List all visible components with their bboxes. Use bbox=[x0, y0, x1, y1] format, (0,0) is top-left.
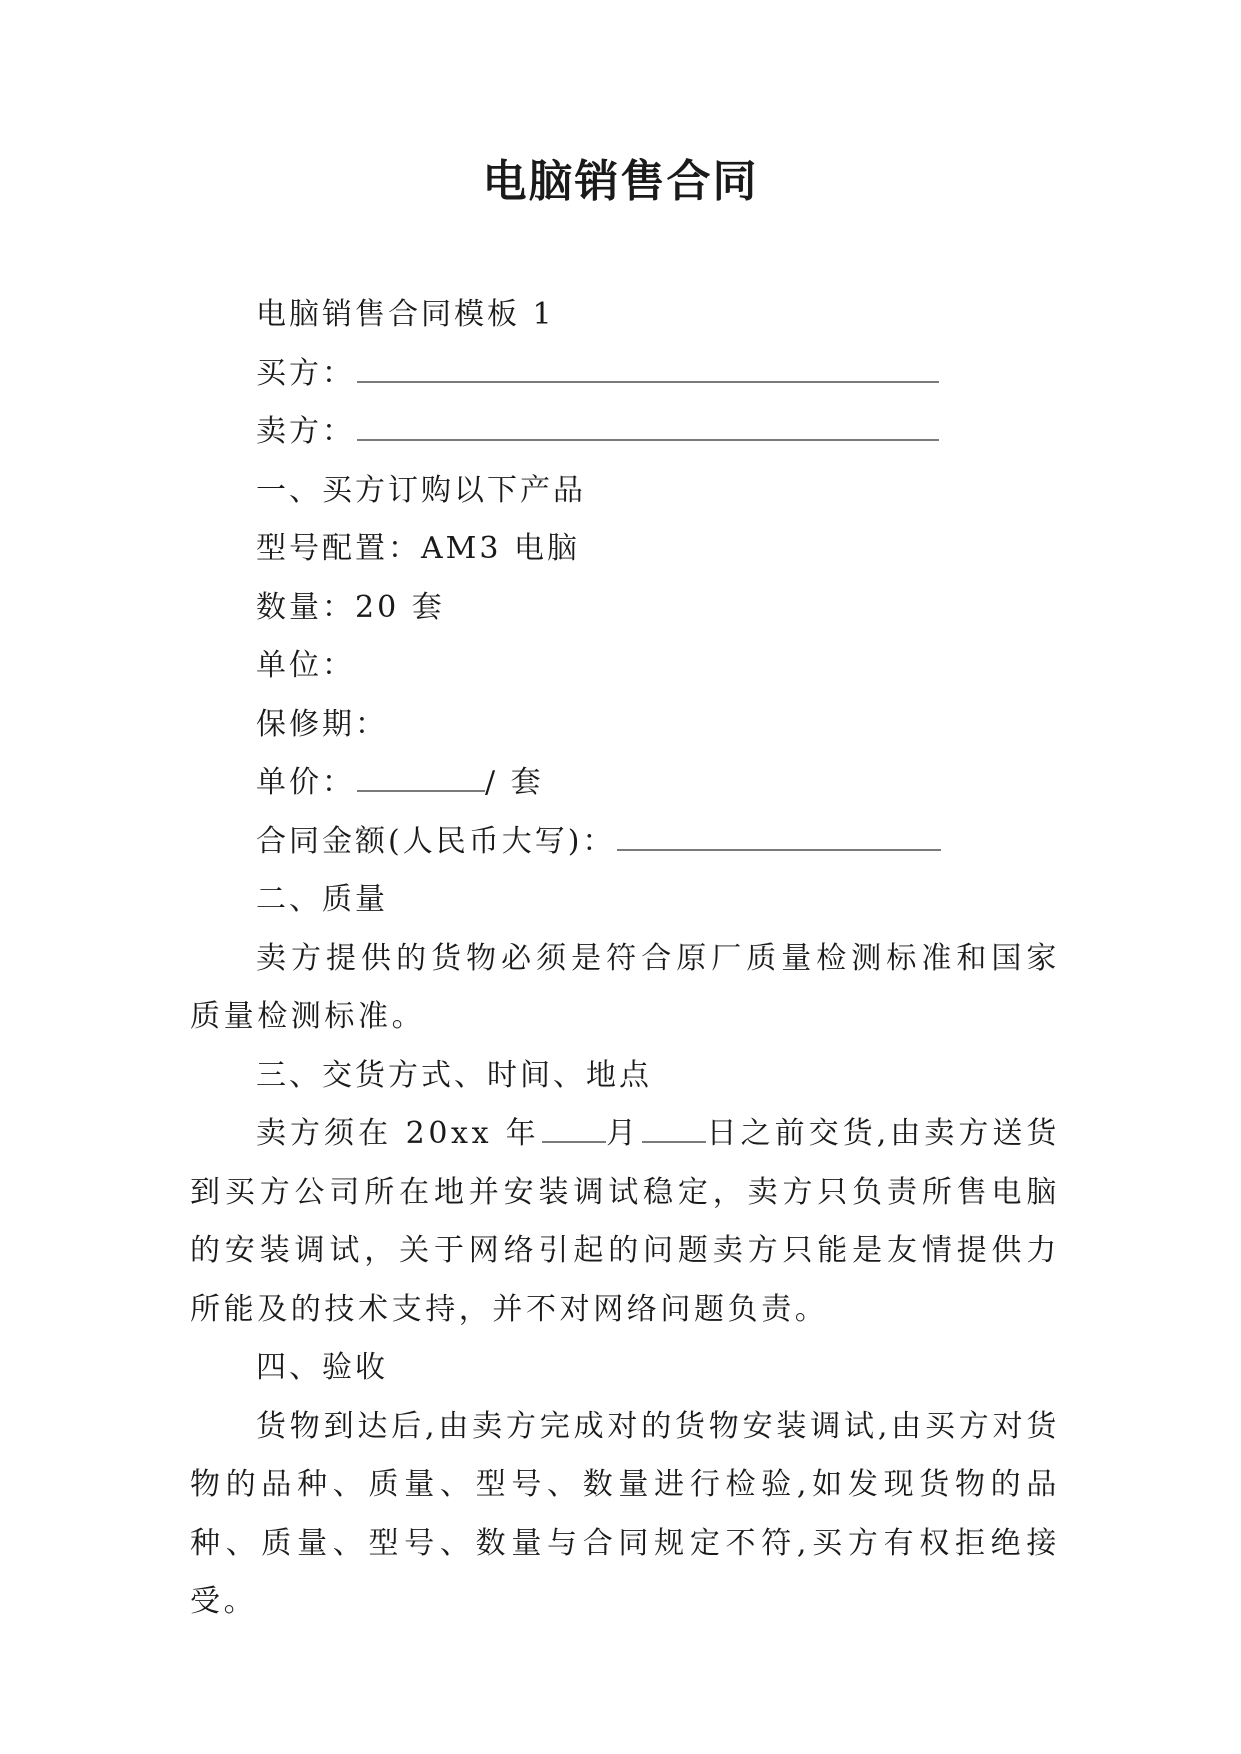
buyer-blank bbox=[357, 355, 939, 383]
unit-price-blank bbox=[357, 764, 485, 792]
unit-price-line bbox=[190, 754, 1060, 813]
section3-heading: 三、交货方式、时间、地点 bbox=[256, 1057, 652, 1093]
template-subtitle: 电脑销售合同模板 1 bbox=[256, 297, 555, 332]
delivery-month-blank bbox=[542, 1115, 606, 1143]
seller-blank bbox=[357, 413, 939, 441]
delivery-day-blank bbox=[642, 1115, 706, 1143]
buyer-line bbox=[190, 345, 1060, 404]
document-title: 电脑销售合同 bbox=[482, 156, 759, 207]
model-line: 型号配置：AM3 电脑 bbox=[256, 531, 581, 566]
unit-line: 单位： bbox=[256, 648, 355, 683]
document-body bbox=[190, 286, 1060, 1632]
section1-heading: 一、买方订购以下产品 bbox=[256, 472, 586, 508]
section3-month: 月 bbox=[605, 1116, 641, 1151]
unit-price-label: 单价： bbox=[256, 765, 355, 800]
section3-body bbox=[190, 1105, 1060, 1339]
section4-heading: 四、验收 bbox=[256, 1350, 388, 1385]
unit-price-suffix: / 套 bbox=[485, 765, 544, 800]
contract-amount-blank bbox=[617, 823, 941, 851]
warranty-line: 保修期： bbox=[256, 706, 388, 742]
quantity-line: 数量：20 套 bbox=[256, 589, 445, 625]
contract-amount-line bbox=[190, 813, 1060, 872]
seller-line bbox=[190, 403, 1060, 462]
section4-body: 货物到达后,由卖方完成对的货物安装调试,由买方对货物的品种、质量、型号、数量进行检验,如发现货物的品种、质量、型号、数量与合同规定不符,买方有权拒绝接受。 bbox=[190, 1408, 1060, 1619]
section2-heading: 二、质量 bbox=[256, 882, 388, 917]
contract-amount-label: 合同金额(人民币大写)： bbox=[256, 823, 616, 859]
section3-body-part2: 日之前交货,由卖方送货到买方公司所在地并安装调试稳定，卖方只负责所售电脑的安装调试，关于网络引起的问题卖方只能是友情提供力所能及的技术支持，并不对网络问题负责。 bbox=[190, 1116, 1061, 1327]
section2-body: 卖方提供的货物必须是符合原厂质量检测标准和国家质量检测标准。 bbox=[190, 940, 1060, 1034]
seller-label: 卖方： bbox=[256, 414, 355, 449]
section3-body-part1: 卖方须在 20xx 年 bbox=[256, 1116, 540, 1151]
buyer-label: 买方： bbox=[256, 355, 355, 391]
